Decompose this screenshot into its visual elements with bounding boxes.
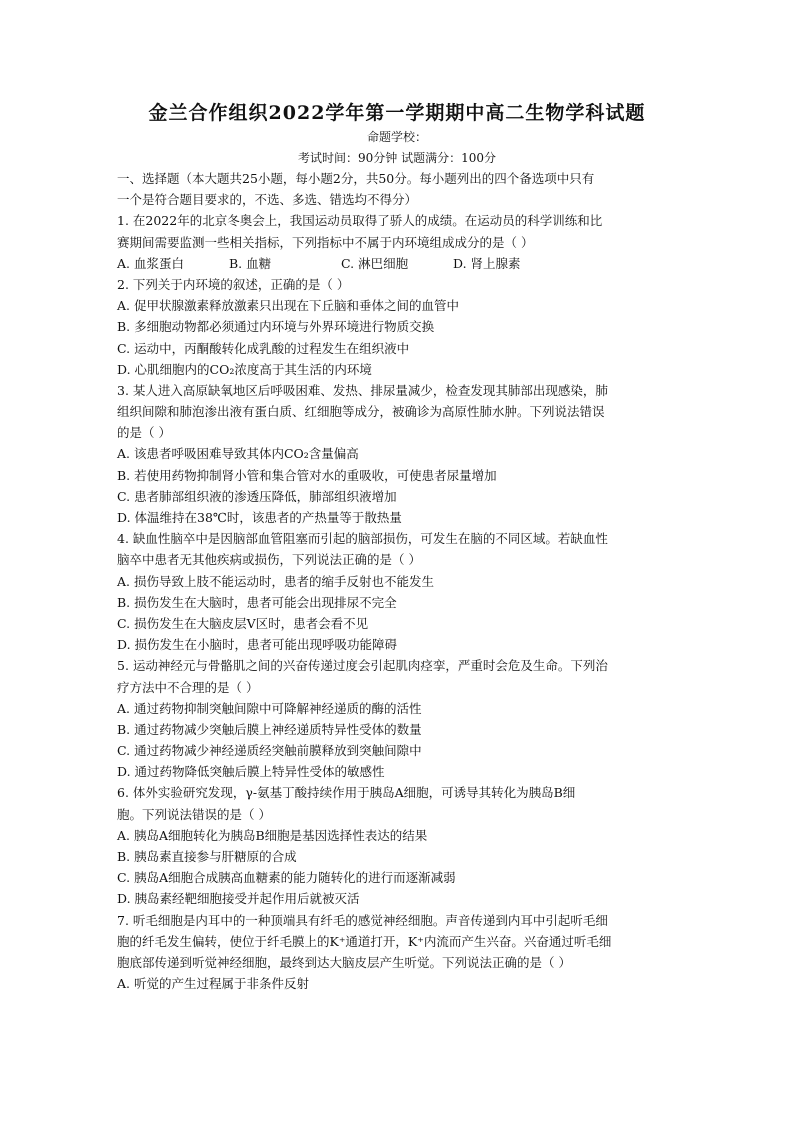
question-5 [117, 655, 677, 782]
option-c: C. 损伤发生在大脑皮层V区时，患者会看不见 [117, 615, 369, 631]
section-heading-cont: 一个是符合题目要求的，不选、多选、错选均不得分） [117, 192, 418, 208]
question-stem: 胞的纤毛发生偏转，使位于纤毛膜上的K⁺通道打开，K⁺内流而产生兴奋。兴奋通过听毛细 [117, 933, 612, 949]
option-b: B. 多细胞动物都必须通过内环境与外界环境进行物质交换 [117, 319, 435, 335]
question-stem: 1. 在2022年的北京冬奥会上，我国运动员取得了骄人的成绩。在运动员的科学训练和比 [117, 213, 603, 229]
option-a: A. 胰岛A细胞转化为胰岛B细胞是基因选择性表达的结果 [117, 827, 428, 843]
option-row [117, 253, 677, 274]
question-6 [117, 782, 677, 909]
school-line: 命题学校： [366, 130, 427, 144]
option-b: B. 损伤发生在大脑时，患者可能会出现排尿不完全 [117, 594, 397, 610]
option-b: B. 血糖 [229, 255, 272, 271]
option-a: A. 促甲状腺激素释放激素只出现在下丘脑和垂体之间的血管中 [117, 298, 459, 314]
question-stem: 赛期间需要监测一些相关指标，下列指标中不属于内环境组成成分的是（ ） [117, 234, 534, 250]
question-content [117, 168, 677, 994]
option-d: D. 肾上腺素 [453, 255, 521, 271]
question-stem: 4. 缺血性脑卒中是因脑部血管阻塞而引起的脑部损伤，可发生在脑的不同区域。若缺血性 [117, 531, 608, 547]
page-title: 金兰合作组织2022学年第一学期期中高二生物学科试题 [148, 102, 646, 124]
question-stem: 组织间隙和肺泡渗出液有蛋白质、红细胞等成分，被确诊为高原性肺水肿。下列说法错误 [117, 404, 605, 420]
question-7 [117, 910, 677, 995]
option-d: D. 损伤发生在小脑时，患者可能出现呼吸功能障碍 [117, 637, 398, 653]
option-d: D. 胰岛素经靶细胞接受并起作用后就被灭活 [117, 891, 360, 907]
option-a: A. 血浆蛋白 [117, 255, 184, 271]
question-stem: 疗方法中不合理的是（ ） [117, 679, 259, 695]
question-stem: 2. 下列关于内环境的叙述，正确的是（ ） [117, 276, 350, 292]
option-d: D. 体温维持在38℃时，该患者的产热量等于散热量 [117, 510, 402, 525]
section-heading: 一、选择题（本大题共25小题，每小题2分，共50分。每小题列出的四个备选项中只有 [117, 171, 595, 186]
question-stem: 5. 运动神经元与骨骼肌之间的兴奋传递过度会引起肌肉痉挛，严重时会危及生命。下列治 [117, 658, 608, 674]
question-4 [117, 528, 677, 655]
question-stem: 胞底部传递到听觉神经细胞，最终到达大脑皮层产生听觉。下列说法正确的是（ ） [117, 954, 571, 970]
option-c: C. 通过药物减少神经递质经突触前膜释放到突触间隙中 [117, 743, 422, 759]
question-stem: 7. 听毛细胞是内耳中的一种顶端具有纤毛的感觉神经细胞。声音传递到内耳中引起听毛细 [117, 912, 608, 928]
exam-info: 考试时间：90分钟 试题满分：100分 [298, 151, 496, 165]
question-1 [117, 210, 677, 274]
option-d: D. 通过药物降低突触后膜上特异性受体的敏感性 [117, 764, 385, 780]
question-stem: 3. 某人进入高原缺氧地区后呼吸困难、发热、排尿量减少，检查发现其肺部出现感染，肺 [117, 382, 608, 398]
option-a: A. 听觉的产生过程属于非条件反射 [117, 976, 309, 992]
question-3 [117, 380, 677, 528]
option-c: C. 胰岛A细胞合成胰高血糖素的能力随转化的进行而逐渐减弱 [117, 870, 456, 886]
option-c: C. 患者肺部组织液的渗透压降低，肺部组织液增加 [117, 488, 397, 504]
option-a: A. 通过药物抑制突触间隙中可降解神经递质的酶的活性 [117, 700, 422, 716]
option-d: D. 心肌细胞内的CO₂浓度高于其生活的内环境 [117, 361, 372, 377]
question-2 [117, 274, 677, 380]
option-b: B. 若使用药物抑制肾小管和集合管对水的重吸收，可使患者尿量增加 [117, 467, 497, 483]
option-c: C. 淋巴细胞 [341, 255, 409, 271]
question-stem: 的是（ ） [117, 425, 171, 441]
question-stem: 胞。下列说法错误的是（ ） [117, 806, 271, 822]
option-a: A. 损伤导致上肢不能运动时，患者的缩手反射也不能发生 [117, 573, 434, 589]
option-c: C. 运动中，丙酮酸转化成乳酸的过程发生在组织液中 [117, 340, 410, 356]
question-stem: 6. 体外实验研究发现，γ-氨基丁酸持续作用于胰岛A细胞，可诱导其转化为胰岛B细 [117, 785, 576, 801]
option-b: B. 通过药物减少突触后膜上神经递质特异性受体的数量 [117, 721, 422, 737]
option-b: B. 胰岛素直接参与肝糖原的合成 [117, 849, 297, 864]
question-stem: 脑卒中患者无其他疾病或损伤，下列说法正确的是（ ） [117, 552, 421, 568]
option-a: A. 该患者呼吸困难导致其体内CO₂含量偏高 [117, 446, 359, 462]
